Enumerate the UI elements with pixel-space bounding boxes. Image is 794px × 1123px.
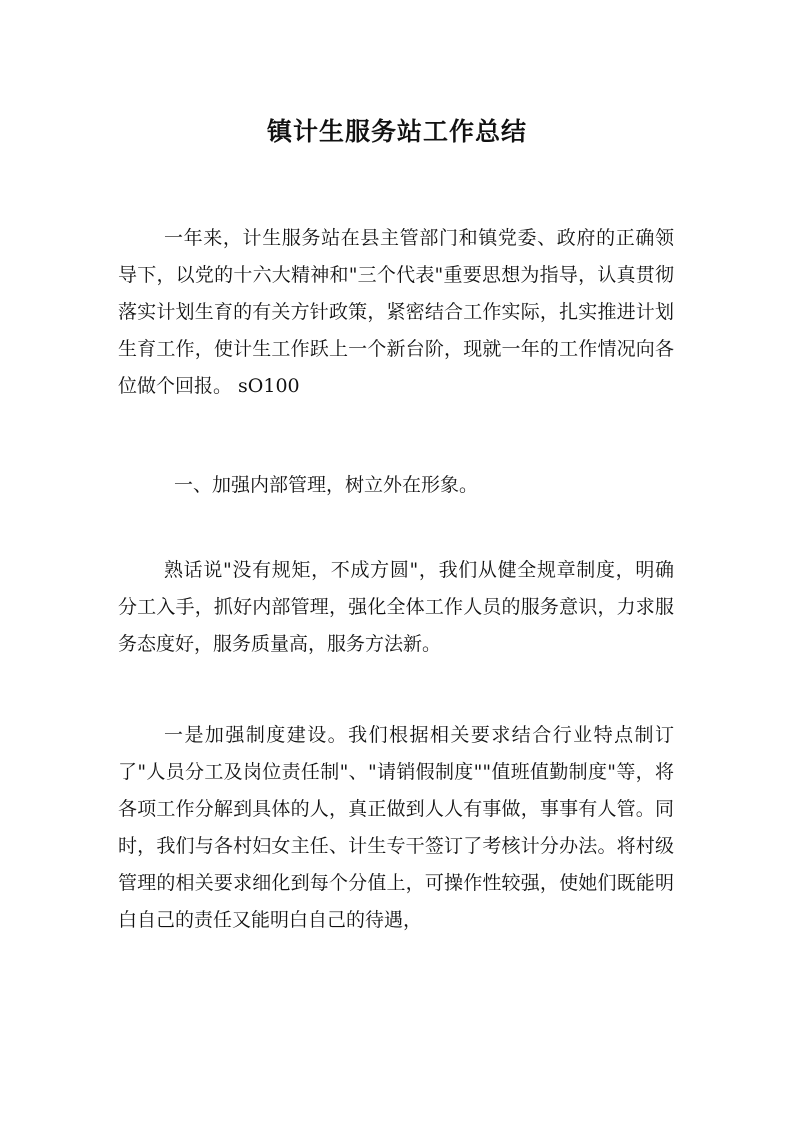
body-paragraph-system: 一是加强制度建设。我们根据相关要求结合行业特点制订了"人员分工及岗位责任制"、"请销假制度""值班值勤制度"等，将各项工作分解到具体的人，真正做到人人有事做，事事有人管。同时，我们与各村妇女主任、计生专干签订了考核计分办法。将村级管理的相关要求细化到每个分值上，可操作性较强，使她们既能明白自己的责任又能明白自己的待遇，	[118, 724, 674, 931]
document-title: 镇计生服务站工作总结	[266, 117, 527, 146]
body-paragraph-rules: 熟话说"没有规矩，不成方圆"，我们从健全规章制度，明确分工入手，抓好内部管理，强化全体工作人员的服务意识，力求服务态度好，服务质量高，服务方法新。	[118, 559, 674, 655]
section-heading: 一、加强内部管理，树立外在形象。	[174, 474, 479, 496]
intro-paragraph: 一年来，计生服务站在县主管部门和镇党委、政府的正确领导下，以党的十六大精神和"三个代表"重要思想为指导，认真贯彻落实计划生育的有关方针政策，紧密结合工作实际，扎实推进计划生育工作，使计生工作跃上一个新台阶，现就一年的工作情况向各位做个回报。 sO100	[118, 227, 674, 397]
